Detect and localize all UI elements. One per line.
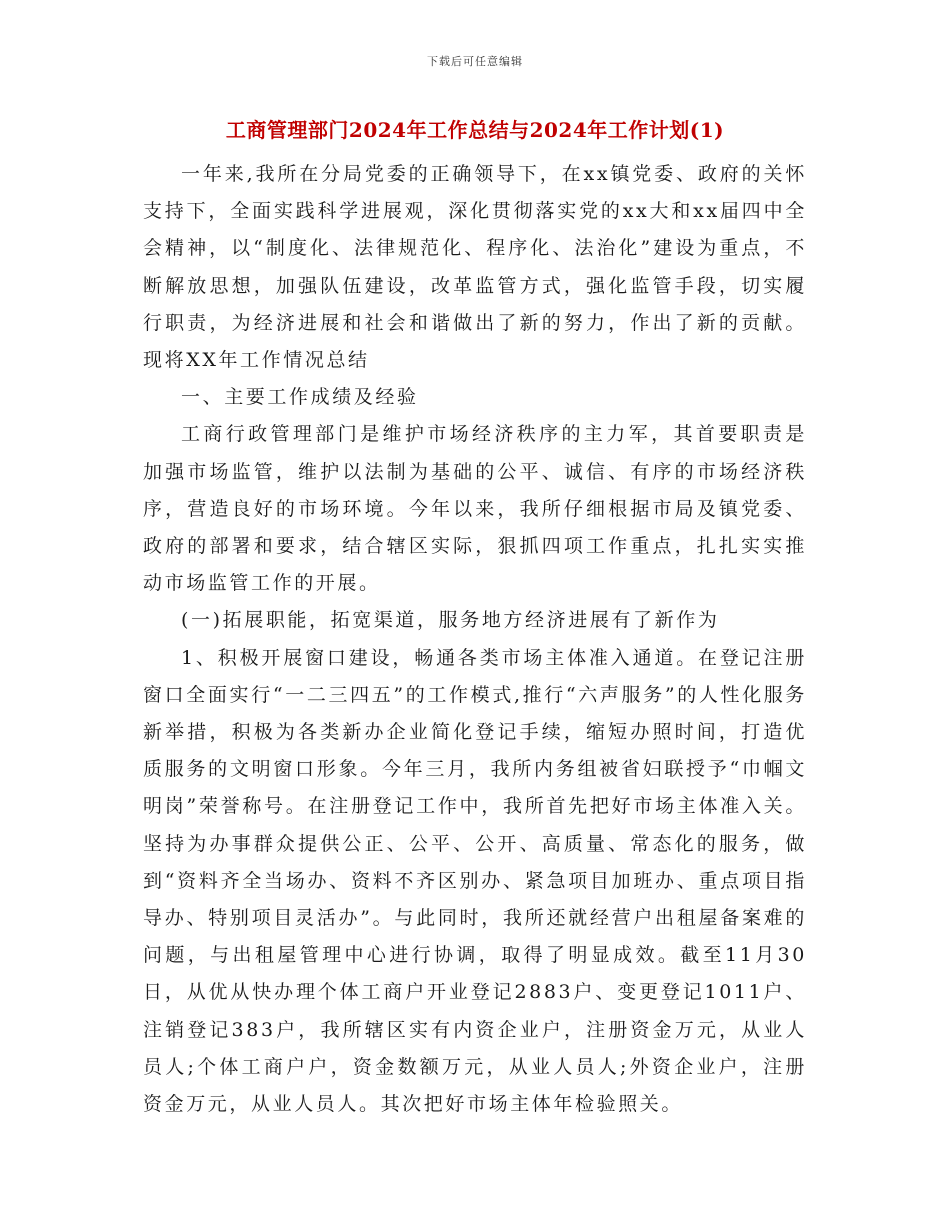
paragraph-market-supervision: 工商行政管理部门是维护市场经济秩序的主力军，其首要职责是加强市场监管，维护以法制为基础的公平、诚信、有序的市场经济秩序，营造良好的市场环境。今年以来，我所仔细根据市局及镇党委、政府的部署和要求，结合辖区实际，狠抓四项工作重点，扎扎实实推动市场监管工作的开展。: [143, 423, 807, 595]
document-body: [143, 156, 807, 1123]
paragraph-window-construction: 1、积极开展窗口建设，畅通各类市场主体准入通道。在登记注册窗口全面实行“一二三四五”的工作模式,推行“六声服务”的人性化服务新举措，积极为各类新办企业简化登记手续，缩短办照时间，打造优质服务的文明窗口形象。今年三月，我所内务组被省妇联授予“巾帼文明岗”荣誉称号。在注册登记工作中，我所首先把好市场主体准入关。坚持为办事群众提供公正、公平、公开、高质量、常态化的服务，做到“资料齐全当场办、资料不齐区别办、紧急项目加班办、重点项目指导办、特别项目灵活办”。与此同时，我所还就经营户出租屋备案难的问题，与出租屋管理中心进行协调，取得了明显成效。截至11月30日，从优从快办理个体工商户开业登记2883户、变更登记1011户、注销登记383户，我所辖区实有内资企业户，注册资金万元，从业人员人;个体工商户户，资金数额万元，从业人员人;外资企业户，注册资金万元，从业人员人。其次把好市场主体年检验照关。: [143, 646, 807, 1116]
document-title: 工商管理部门2024年工作总结与2024年工作计划(1): [225, 118, 725, 142]
section-heading-achievements: 一、主要工作成绩及经验: [181, 386, 419, 409]
paragraph-intro: 一年来,我所在分局党委的正确领导下，在xx镇党委、政府的关怀支持下，全面实践科学进展观，深化贯彻落实党的xx大和xx届四中全会精神，以“制度化、法律规范化、程序化、法治化”建设为重点，不断解放思想，加强队伍建设，改革监管方式，强化监管手段，切实履行职责，为经济进展和社会和谐做出了新的努力，作出了新的贡献。现将XX年工作情况总结: [143, 163, 807, 372]
subsection-heading-expand-functions: (一)拓展职能，拓宽渠道，服务地方经济进展有了新作为: [181, 609, 720, 632]
page-header-note: 下载后可任意编辑: [427, 55, 523, 68]
